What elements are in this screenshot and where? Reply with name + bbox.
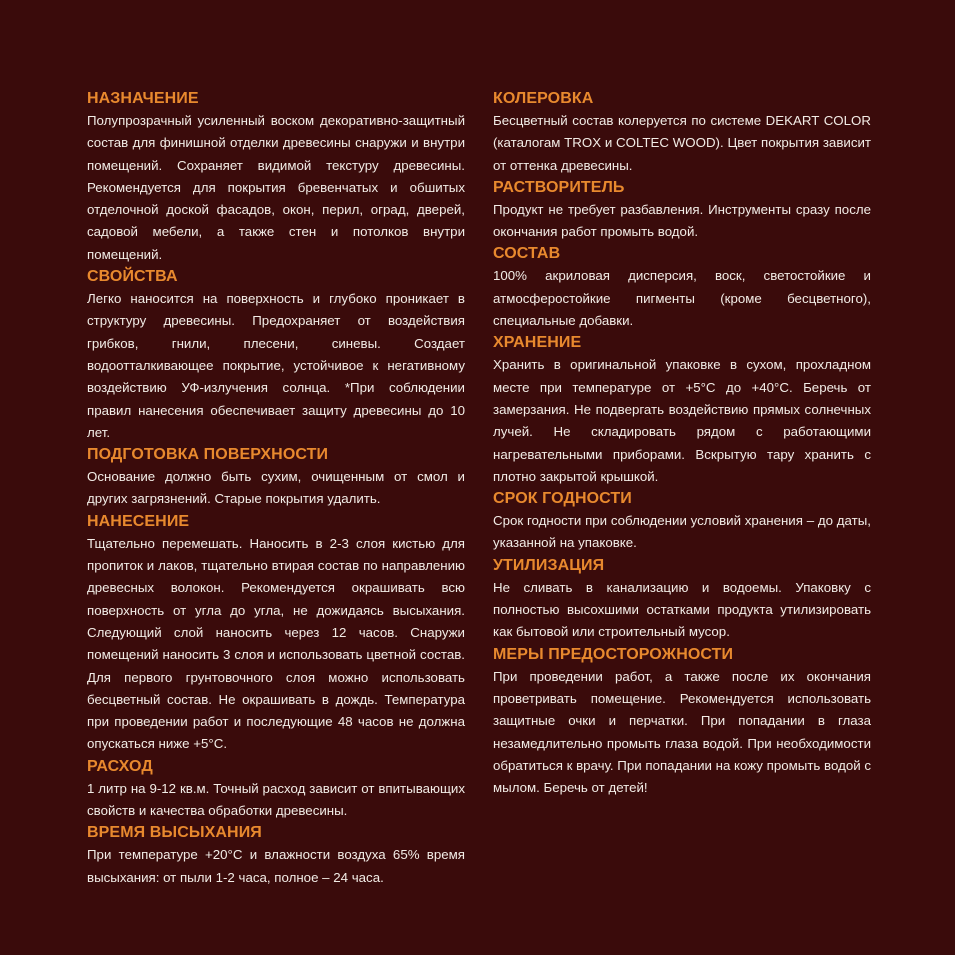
section-application — [87, 511, 465, 756]
section-text: Продукт не требует разбавления. Инструменты сразу после окончания работ промыть водой. — [493, 201, 871, 240]
section-composition — [493, 243, 871, 332]
section-heading: НАНЕСЕНИЕ — [87, 512, 190, 530]
section-text: Полупрозрачный усиленный воском декоративно-защитный состав для финишной отделки древесины снаружи и внутри помещений. Сохраняет видимой текстуру древесины. Рекомендуется для покрытия бревенчатых и обшитых отделочной доской фасадов, окон, перил, оград, дверей, садовой мебели, а также стен и потолков внутри помещений. — [87, 113, 465, 262]
left-column — [87, 88, 465, 889]
section-text: Легко наносится на поверхность и глубоко проникает в структуру древесины. Предохраняет от воздействия грибков, гнили, плесени, синевы. Создает водоотталкивающее покрытие, устойчивое к негативному воздействию УФ-излучения солнца. *При соблюдении правил нанесения обеспечивает защиту древесины до 10 лет. — [87, 291, 465, 440]
section-text: 1 литр на 9-12 кв.м. Точный расход зависит от впитывающих свойств и качества обработки древесины. — [87, 780, 465, 819]
right-column — [493, 88, 871, 799]
section-text: При температуре +20°С и влажности воздуха 65% время высыхания: от пыли 1-2 часа, полное – 24 часа. — [87, 847, 465, 885]
section-storage — [493, 332, 871, 488]
section-heading: ПОДГОТОВКА ПОВЕРХНОСТИ — [87, 446, 329, 464]
section-surface-preparation — [87, 444, 465, 511]
section-consumption — [87, 756, 465, 823]
section-text: При проведении работ, а также после их окончания проветривать помещение. Рекомендуется использовать защитные очки и перчатки. При попадании в глаза незамедлительно промыть глаза водой. При необходимости обратиться к врачу. При попадании на кожу промыть водой с мылом. Беречь от детей! — [493, 668, 871, 796]
section-text: Бесцветный состав колеруется по системе DEKART COLOR (каталогам TROX и COLTEC WOOD). Цвет покрытия зависит от оттенка древесины. — [493, 113, 871, 173]
section-text: Тщательно перемешать. Наносить в 2-3 слоя кистью для пропиток и лаков, тщательно втирая состав по направлению древесных волокон. Рекомендуется окрашивать всю поверхность от угла до угла, не дожидаясь высыхания. Следующий слой наносить через 12 часов. Снаружи помещений наносить 3 слоя и использовать цветной состав. Для первого грунтовочного слоя можно использовать бесцветный состав. Не окрашивать в дождь. Температура при проведении работ и последующие 48 часов не должна опускаться ниже +5°С. — [87, 535, 465, 752]
section-heading: СВОЙСТВА — [87, 268, 178, 286]
section-text: Хранить в оригинальной упаковке в сухом, прохладном месте при температуре от +5°С до +40°С. Беречь от замерзания. Не подвергать воздействию прямых солнечных лучей. Не складировать рядом с работающими нагревательными приборами. Вскрытую тару хранить с плотно закрытой крышкой. — [493, 357, 871, 484]
section-disposal — [493, 555, 871, 644]
section-text: Не сливать в канализацию и водоемы. Упаковку с полностью высохшими остатками продукта утилизировать как бытовой или строительный мусор. — [493, 579, 871, 640]
section-solvent — [493, 177, 871, 244]
section-heading: ВРЕМЯ ВЫСЫХАНИЯ — [87, 824, 262, 842]
section-text: Основание должно быть сухим, очищенным от смол и других загрязнений. Старые покрытия удалить. — [87, 469, 465, 507]
section-heading: НАЗНАЧЕНИЕ — [87, 90, 199, 107]
section-drying-time — [87, 822, 465, 889]
section-heading: МЕРЫ ПРЕДОСТОРОЖНОСТИ — [493, 645, 734, 663]
section-heading: ХРАНЕНИЕ — [493, 334, 582, 352]
section-purpose — [87, 88, 465, 266]
section-heading: УТИЛИЗАЦИЯ — [493, 556, 605, 574]
section-text: 100% акриловая дисперсия, воск, светостойкие и атмосферостойкие пигменты (кроме бесцветного), специальные добавки. — [493, 268, 871, 329]
section-tinting — [493, 88, 871, 177]
section-heading: КОЛЕРОВКА — [493, 90, 594, 107]
section-text: Срок годности при соблюдении условий хранения – до даты, указанной на упаковке. — [493, 513, 871, 551]
section-heading: РАСХОД — [87, 757, 153, 775]
section-properties — [87, 266, 465, 444]
section-precautions — [493, 644, 871, 800]
section-heading: СРОК ГОДНОСТИ — [493, 490, 632, 508]
section-heading: РАСТВОРИТЕЛЬ — [493, 178, 625, 196]
section-heading: СОСТАВ — [493, 245, 561, 263]
section-shelf-life — [493, 488, 871, 555]
